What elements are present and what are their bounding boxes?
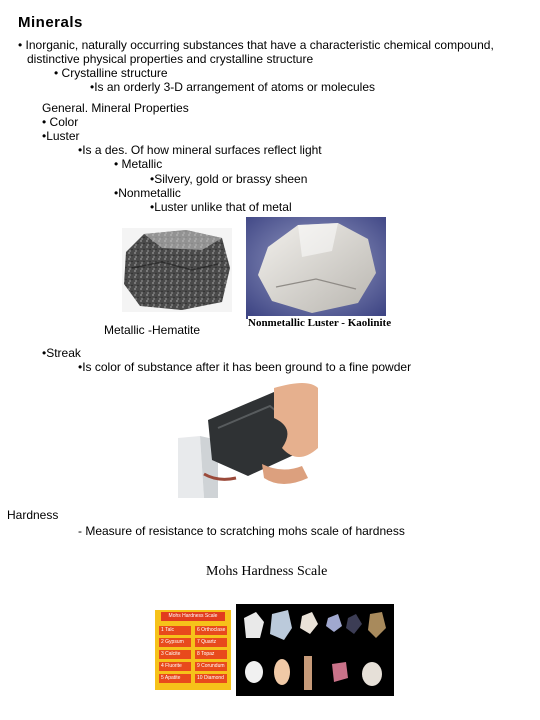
hardness-heading: Hardness (7, 508, 59, 522)
line-5: General. Mineral Properties (42, 101, 189, 115)
kaolinite-image (246, 217, 386, 319)
mohs-entry: 4 Fluorite (159, 662, 191, 671)
mohs-entry: 9 Corundum (195, 662, 227, 671)
line-10: •Silvery, gold or brassy sheen (150, 172, 308, 186)
mohs-entry: 3 Calcite (159, 650, 191, 659)
mohs-chart (155, 610, 231, 690)
kaolinite-caption: Nonmetallic Luster - Kaolinite (248, 317, 392, 329)
mohs-chart-header: Mohs Hardness Scale (161, 612, 225, 621)
page-title: Minerals (18, 14, 83, 31)
line-8: •Is a des. Of how mineral surfaces reflect light (78, 143, 322, 157)
mohs-entry: 7 Quartz (195, 638, 227, 647)
mohs-entry: 1 Talc (159, 626, 191, 635)
line-7: •Luster (42, 129, 80, 143)
line-11: •Nonmetallic (114, 186, 181, 200)
line-6: • Color (42, 115, 79, 129)
mohs-entry: 6 Orthoclase (197, 627, 226, 633)
line-2: distinctive physical properties and crystalline structure (27, 52, 314, 66)
hematite-caption: Metallic -Hematite (104, 323, 201, 337)
mohs-scale-title: Mohs Hardness Scale (206, 564, 328, 579)
mohs-samples-image (236, 604, 394, 696)
line-13: •Streak (42, 346, 81, 360)
line-4: •Is an orderly 3-D arrangement of atoms or molecules (90, 80, 375, 94)
mohs-chart-right-col (195, 626, 227, 686)
mohs-entry: 2 Gypsum (159, 638, 191, 647)
streak-image (178, 378, 318, 498)
line-3: • Crystalline structure (54, 66, 168, 80)
mohs-entry: 5 Apatite (159, 674, 191, 683)
mohs-chart-left-col (159, 626, 191, 686)
line-1: • Inorganic, naturally occurring substances that have a characteristic chemical compound, (18, 38, 494, 52)
mohs-entry: 10 Diamond (195, 674, 227, 683)
line-16: - Measure of resistance to scratching mohs scale of hardness (78, 524, 405, 538)
line-9: • Metallic (114, 157, 163, 171)
line-12: •Luster unlike that of metal (150, 200, 292, 214)
mohs-entry: 8 Topaz (195, 650, 227, 659)
line-14: •Is color of substance after it has been ground to a fine powder (78, 360, 412, 374)
hematite-image (122, 228, 232, 312)
